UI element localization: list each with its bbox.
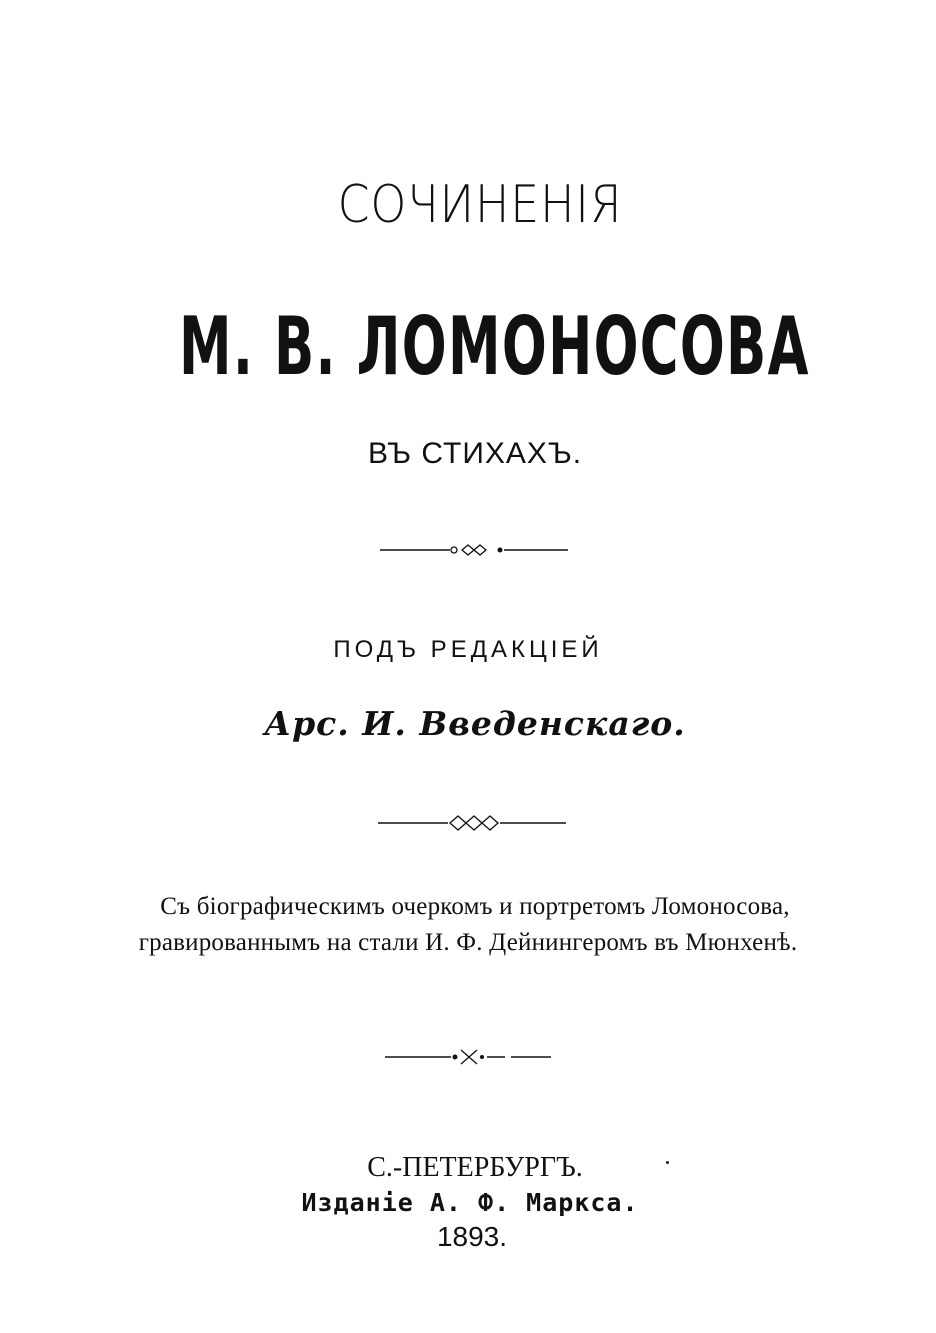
- work-title: СОЧИНЕНІЯ: [337, 175, 623, 235]
- ornamental-rule-2: [378, 812, 568, 834]
- publication-year: 1893.: [436, 1221, 508, 1252]
- ornamental-rule-3: [385, 1046, 553, 1068]
- publisher: Изданіе А. Ф. Маркса.: [301, 1188, 639, 1217]
- ornamental-rule-1: [380, 540, 570, 560]
- editor-name: Арс. И. Введенскаго.: [264, 704, 686, 743]
- edited-by-label: ПОДЪ РЕДАКЦІЕЙ: [333, 636, 603, 663]
- description-line-1: Съ біографическимъ очеркомъ и портретомъ Ломоносова,: [160, 893, 790, 920]
- subtitle: ВЪ СТИХАХЪ.: [367, 437, 583, 470]
- publication-city: С.-ПЕТЕРБУРГЪ.: [367, 1152, 583, 1183]
- author-name: М. В. ЛОМОНОСОВА: [179, 300, 810, 393]
- ink-speck: [666, 1161, 669, 1164]
- description-line-2: гравированнымъ на стали И. Ф. Дейнингеромъ въ Мюнхенѣ.: [138, 929, 798, 956]
